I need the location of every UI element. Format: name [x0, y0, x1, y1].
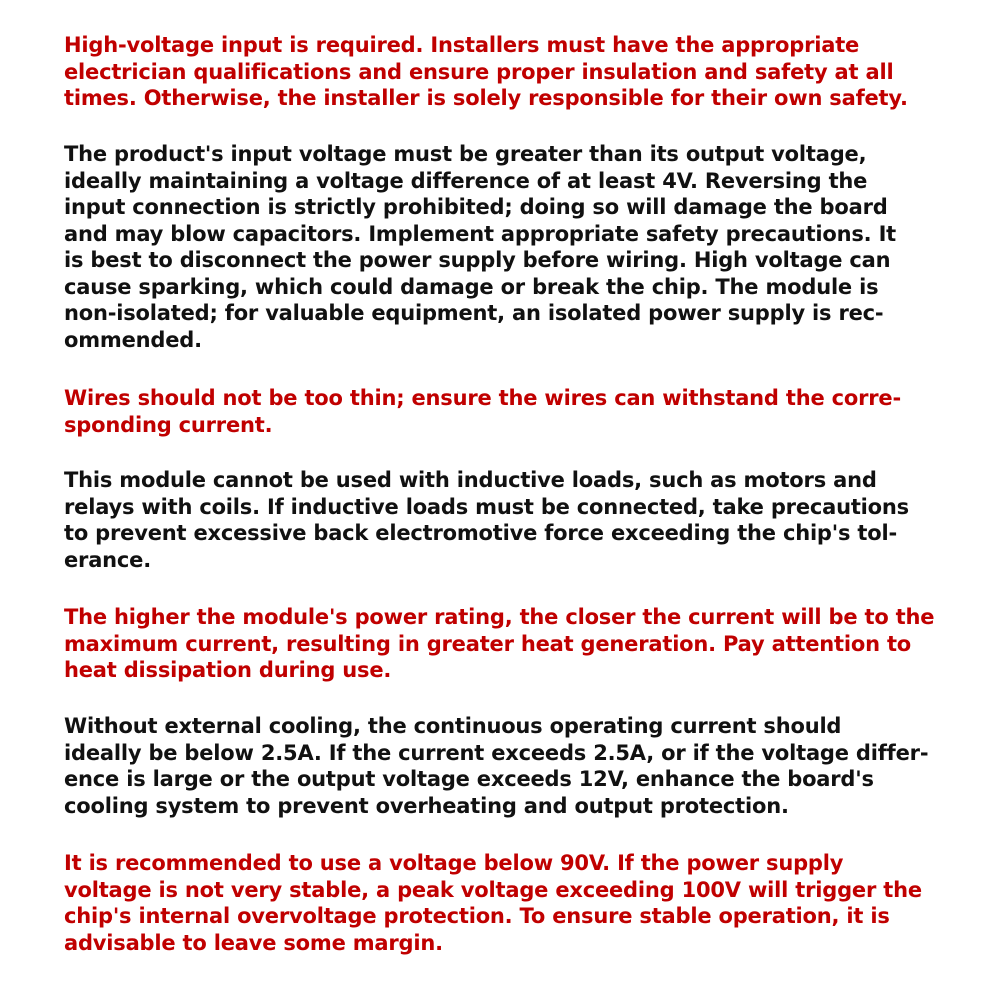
input-voltage-guidance: [64, 141, 944, 353]
text-line: Wires should not be too thin; ensure the wires can withstand the corre-: [64, 386, 901, 410]
text-line: This module cannot be used with inductive loads, such as motors and: [64, 468, 877, 492]
text-line: The product's input voltage must be greater than its output voltage,: [64, 142, 867, 166]
text-line: is best to disconnect the power supply before wiring. High voltage can: [64, 248, 891, 272]
text-line: It is recommended to use a voltage below 90V. If the power supply: [64, 851, 844, 875]
text-line: ideally be below 2.5A. If the current exceeds 2.5A, or if the voltage differ-: [64, 740, 929, 765]
inductive-load-guidance: [64, 467, 944, 573]
text-line: to prevent excessive back electromotive force exceeding the chip's tol-: [64, 521, 897, 545]
overvoltage-warning: [64, 850, 944, 956]
text-line: heat dissipation during use.: [64, 658, 392, 682]
text-line: ence is large or the output voltage exceeds 12V, enhance the board's: [64, 767, 874, 791]
text-line: cooling system to prevent overheating and output protection.: [64, 793, 789, 818]
heat-generation-warning: [64, 604, 944, 684]
text-line: The higher the module's power rating, the closer the current will be to the: [64, 605, 935, 629]
text-line: sponding current.: [64, 412, 273, 437]
text-line: non-isolated; for valuable equipment, an isolated power supply is rec-: [64, 301, 884, 325]
text-line: times. Otherwise, the installer is solely responsible for their own safety.: [64, 86, 908, 110]
installer-qualification-warning: [64, 32, 944, 112]
text-line: voltage is not very stable, a peak voltage exceeding 100V will trigger the: [64, 877, 922, 902]
text-line: ommended.: [64, 327, 202, 352]
text-line: Without external cooling, the continuous operating current should: [64, 714, 842, 738]
text-line: input connection is strictly prohibited; doing so will damage the board: [64, 195, 888, 219]
text-line: electrician qualifications and ensure proper insulation and safety at all: [64, 59, 894, 84]
wire-gauge-warning: [64, 385, 944, 438]
text-line: chip's internal overvoltage protection. To ensure stable operation, it is: [64, 904, 890, 928]
text-line: advisable to leave some margin.: [64, 930, 443, 955]
text-line: High-voltage input is required. Installers must have the appropriate: [64, 33, 860, 57]
text-line: relays with coils. If inductive loads must be connected, take precautions: [64, 494, 909, 519]
text-line: maximum current, resulting in greater heat generation. Pay attention to: [64, 631, 912, 656]
cooling-guidance: [64, 713, 944, 819]
text-line: erance.: [64, 547, 151, 572]
text-line: and may blow capacitors. Implement appropriate safety precautions. It: [64, 221, 897, 246]
text-line: ideally maintaining a voltage difference of at least 4V. Reversing the: [64, 168, 868, 193]
text-line: cause sparking, which could damage or break the chip. The module is: [64, 274, 879, 299]
